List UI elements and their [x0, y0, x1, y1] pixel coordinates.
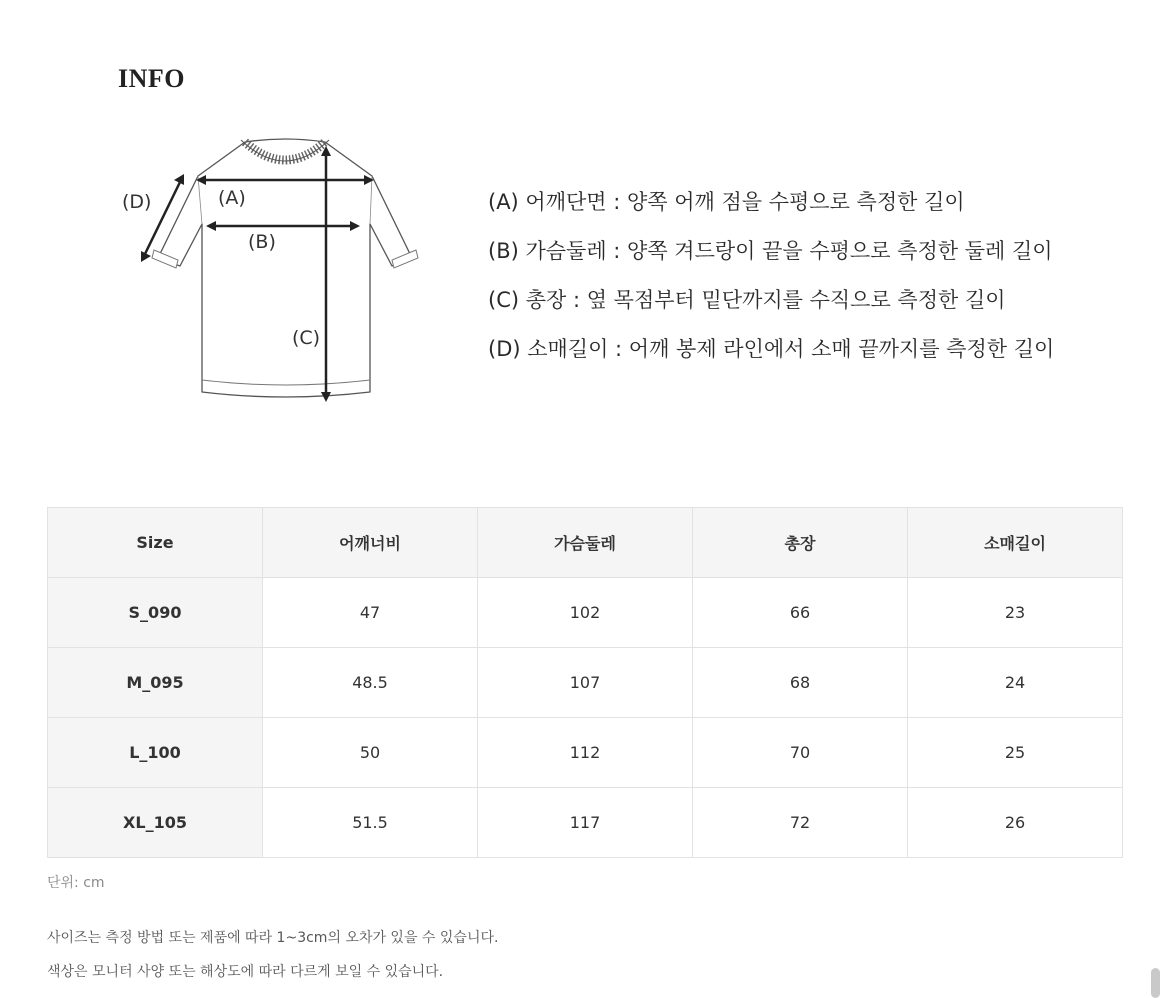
table-cell: 24 — [908, 648, 1123, 718]
size-cell: M_095 — [48, 648, 263, 718]
table-cell: 25 — [908, 718, 1123, 788]
table-header-row — [48, 508, 1123, 578]
color-display-note: 색상은 모니터 사양 또는 해상도에 따라 다르게 보일 수 있습니다. — [47, 964, 444, 980]
table-cell: 47 — [263, 578, 478, 648]
table-cell: 102 — [478, 578, 693, 648]
table-cell: 68 — [693, 648, 908, 718]
unit-note: 단위: cm — [47, 875, 105, 891]
measure-desc-a: (A) 어깨단면 : 양쪽 어깨 점을 수평으로 측정한 길이 — [488, 190, 965, 214]
label-a: (A) — [218, 187, 246, 209]
table-cell: 26 — [908, 788, 1123, 858]
header-cell: 어깨너비 — [263, 508, 478, 578]
table-row — [48, 578, 1123, 648]
label-c: (C) — [292, 327, 321, 349]
size-table — [47, 507, 1123, 858]
size-cell: XL_105 — [48, 788, 263, 858]
table-row — [48, 718, 1123, 788]
table-cell: 48.5 — [263, 648, 478, 718]
table-cell: 117 — [478, 788, 693, 858]
table-cell: 50 — [263, 718, 478, 788]
tshirt-measurement-diagram — [110, 130, 440, 420]
measure-desc-d: (D) 소매길이 : 어깨 봉제 라인에서 소매 끝까지를 측정한 길이 — [488, 337, 1055, 361]
table-cell: 72 — [693, 788, 908, 858]
scrollbar-thumb[interactable] — [1151, 968, 1160, 998]
header-cell: 총장 — [693, 508, 908, 578]
measure-desc-c: (C) 총장 : 옆 목점부터 밑단까지를 수직으로 측정한 길이 — [488, 288, 1006, 312]
size-cell: L_100 — [48, 718, 263, 788]
table-cell: 70 — [693, 718, 908, 788]
info-title: INFO — [118, 64, 185, 93]
measure-desc-b: (B) 가슴둘레 : 양쪽 겨드랑이 끝을 수평으로 측정한 둘레 길이 — [488, 239, 1053, 263]
size-tolerance-note: 사이즈는 측정 방법 또는 제품에 따라 1~3cm의 오차가 있을 수 있습니다. — [47, 930, 499, 946]
header-cell: Size — [48, 508, 263, 578]
header-cell: 가슴둘레 — [478, 508, 693, 578]
table-cell: 107 — [478, 648, 693, 718]
label-b: (B) — [248, 231, 276, 253]
tshirt-illustration — [110, 130, 440, 420]
label-d: (D) — [122, 191, 152, 213]
table-row — [48, 648, 1123, 718]
table-row — [48, 788, 1123, 858]
header-cell: 소매길이 — [908, 508, 1123, 578]
disclaimer-notes — [47, 926, 498, 994]
table-cell: 51.5 — [263, 788, 478, 858]
measurement-descriptions — [488, 180, 1128, 376]
table-cell: 112 — [478, 718, 693, 788]
table-cell: 23 — [908, 578, 1123, 648]
table-cell: 66 — [693, 578, 908, 648]
tshirt-outline — [158, 139, 412, 397]
size-cell: S_090 — [48, 578, 263, 648]
